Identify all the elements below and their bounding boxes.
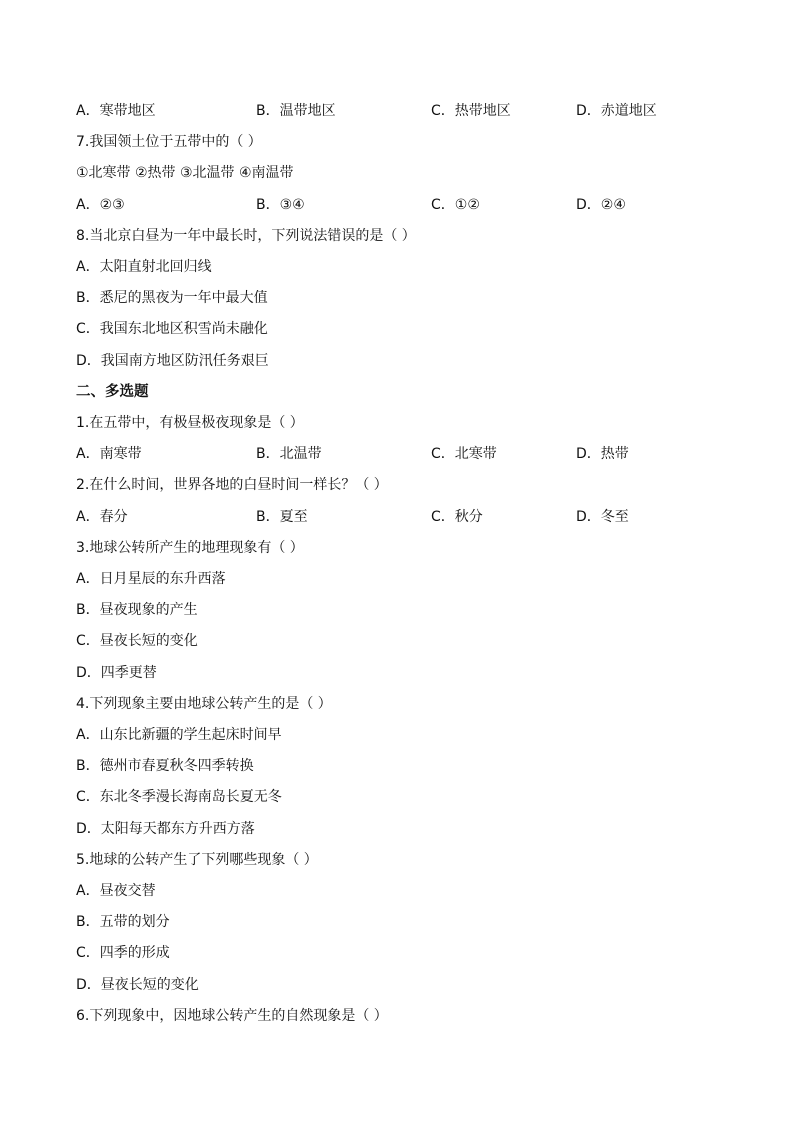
question-stem: 4.下列现象主要由地球公转产生的是（ ） (76, 696, 332, 712)
section-heading: 二、多选题 (76, 384, 149, 400)
option-a: A．日月星辰的东升西落 (76, 571, 226, 587)
option-c: C．秋分 (431, 509, 483, 525)
option-b: B．五带的划分 (76, 914, 170, 930)
option-c: C．北寒带 (431, 446, 497, 462)
question-stem: 8.当北京白昼为一年中最长时，下列说法错误的是（ ） (76, 228, 416, 244)
option-c: C．我国东北地区积雪尚未融化 (76, 321, 268, 337)
option-c: C．①② (431, 197, 480, 213)
option-d: D．赤道地区 (576, 103, 657, 119)
question-items: ①北寒带 ②热带 ③北温带 ④南温带 (76, 165, 294, 181)
option-b: B．悉尼的黑夜为一年中最大值 (76, 290, 268, 306)
option-a: A．寒带地区 (76, 103, 156, 119)
option-d: D．冬至 (576, 509, 629, 525)
option-d: D．②④ (576, 197, 626, 213)
option-b: B．③④ (256, 197, 305, 213)
question-stem: 7.我国领土位于五带中的（ ） (76, 134, 262, 150)
option-d: D．太阳每天都东方升西方落 (76, 821, 255, 837)
option-c: C．昼夜长短的变化 (76, 633, 198, 649)
option-d: D．热带 (576, 446, 629, 462)
option-b: B．温带地区 (256, 103, 336, 119)
option-a: A．太阳直射北回归线 (76, 259, 212, 275)
option-d: D．昼夜长短的变化 (76, 977, 199, 993)
option-a: A．南寒带 (76, 446, 142, 462)
option-c: C．热带地区 (431, 103, 511, 119)
option-b: B．昼夜现象的产生 (76, 602, 198, 618)
option-c: C．四季的形成 (76, 945, 170, 961)
option-c: C．东北冬季漫长海南岛长夏无冬 (76, 789, 282, 805)
question-stem: 5.地球的公转产生了下列哪些现象（ ） (76, 852, 318, 868)
option-a: A．昼夜交替 (76, 883, 156, 899)
question-stem: 3.地球公转所产生的地理现象有（ ） (76, 540, 304, 556)
question-stem: 1.在五带中，有极昼极夜现象是（ ） (76, 415, 304, 431)
option-a: A．春分 (76, 509, 128, 525)
option-b: B．北温带 (256, 446, 322, 462)
question-stem: 6.下列现象中，因地球公转产生的自然现象是（ ） (76, 1008, 388, 1024)
option-d: D．四季更替 (76, 665, 157, 681)
option-b: B．夏至 (256, 509, 308, 525)
option-d: D．我国南方地区防汛任务艰巨 (76, 353, 269, 369)
option-a: A．②③ (76, 197, 125, 213)
option-b: B．德州市春夏秋冬四季转换 (76, 758, 254, 774)
question-stem: 2.在什么时间，世界各地的白昼时间一样长？（ ） (76, 477, 388, 493)
option-a: A．山东比新疆的学生起床时间早 (76, 727, 282, 743)
